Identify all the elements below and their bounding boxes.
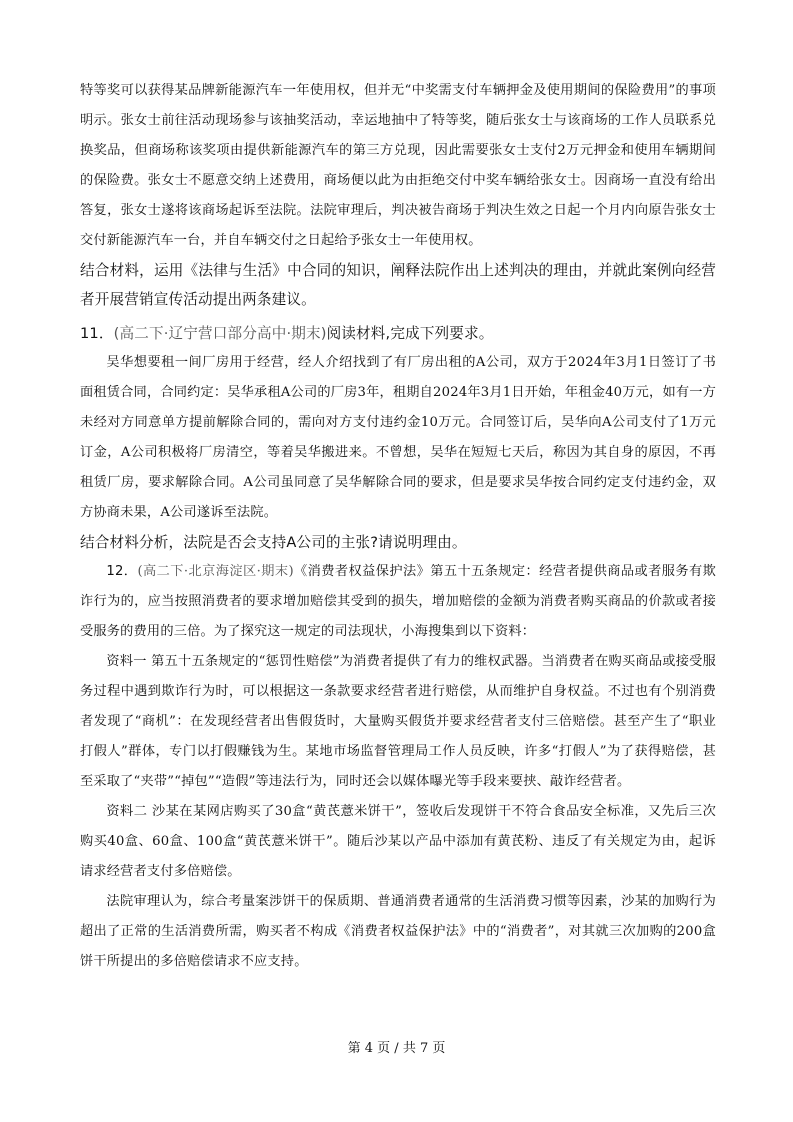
question-10-instruction: 结合材料，运用《法律与生活》中合同的知识，阐释法院作出上述判决的理由，并就此案例向经营者开展营销宣传活动提出两条建议。 (80, 262, 716, 308)
question-12-court-finding: 法院审理认为，综合考量案涉饼干的保质期、普通消费者通常的生活消费习惯等因素，沙某的加购行为超出了正常的生活消费所需，购买者不构成《消费者权益保护法》中的“消费者”，对其就三次加购的200盒饼干所提出的多倍赔偿请求不应支持。 (80, 894, 716, 969)
question-12-source-tag[interactable]: (高二下·北京海淀区·期末) (137, 564, 294, 579)
question-12-header (80, 557, 716, 647)
question-12-material-2: 资料二 沙某在某网店购买了30盒“黄芪薏米饼干”，签收后发现饼干不符合食品安全标准，又先后三次购买40盒、60盒、100盒“黄芪薏米饼干”。随后沙某以产品中添加有黄芪粉、违反了有关规定为由，起诉请求经营者支付多倍赔偿。 (80, 804, 716, 879)
page-footer: 第 4 页 / 共 7 页 (347, 1041, 446, 1056)
question-11-instruction: 结合材料分析，法院是否会支持A公司的主张?请说明理由。 (80, 534, 467, 551)
page-content (80, 76, 716, 977)
question-12-intro: 《消费者权益保护法》第五十五条规定：经营者提供商品或者服务有欺诈行为的，应当按照消费者的要求增加赔偿其受到的损失，增加赔偿的金额为消费者购买商品的价款或者接受服务的费用的三倍。为了探究这一规定的司法现状，小海搜集到以下资料： (80, 564, 716, 639)
question-11-material: 吴华想要租一间厂房用于经营，经人介绍找到了有厂房出租的A公司，双方于2024年3月1日签订了书面租赁合同，合同约定：吴华承租A公司的厂房3年，租期自2024年3月1日开始，年租金40万元，如有一方未经对方同意单方提前解除合同的，需向对方支付违约金10万元。合同签订后，吴华向A公司支付了1万元订金，A公司积极将厂房清空，等着吴华搬进来。不曾想，吴华在短短七天后，称因为其自身的原因，不再租赁厂房，要求解除合同。A公司虽同意了吴华解除合同的要求，但是要求吴华按合同约定支付违约金，双方协商未果，A公司遂诉至法院。 (80, 355, 716, 520)
question-12-material-1: 资料一 第五十五条规定的“惩罚性赔偿”为消费者提供了有力的维权武器。当消费者在购买商品或接受服务过程中遇到欺诈行为时，可以根据这一条款要求经营者进行赔偿，从而维护自身权益。不过也有个别消费者发现了“商机”：在发现经营者出售假货时，大量购买假货并要求经营者支付三倍赔偿。甚至产生了“职业打假人”群体，专门以打假赚钱为生。某地市场监督管理局工作人员反映，许多“打假人”为了获得赔偿，甚至采取了“夹带”“掉包”“造假”等违法行为，同时还会以媒体曝光等手段来要挟、敲诈经营者。 (80, 654, 716, 789)
question-11-header (80, 319, 716, 348)
question-11-source-tag[interactable]: (高二下·辽宁营口部分高中·期末) (113, 325, 327, 342)
question-11-intro: 阅读材料,完成下列要求。 (326, 325, 494, 342)
question-11-number: 11． (80, 325, 114, 342)
material-continuation: 特等奖可以获得某品牌新能源汽车一年使用权，但并无“中奖需支付车辆押金及使用期间的保险费用”的事项明示。张女士前往活动现场参与该抽奖活动，幸运地抽中了特等奖，随后张女士与该商场的工作人员联系兑换奖品，但商场称该奖项由提供新能源汽车的第三方兑现，因此需要张女士支付2万元押金和使用车辆期间的保险费。张女士不愿意交纳上述费用，商场便以此为由拒绝交付中奖车辆给张女士。因商场一直没有给出答复，张女士遂将该商场起诉至法院。法院审理后，判决被告商场于判决生效之日起一个月内向原告张女士交付新能源汽车一台，并自车辆交付之日起给予张女士一年使用权。 (80, 83, 716, 248)
question-12-number: 12． (106, 564, 138, 579)
